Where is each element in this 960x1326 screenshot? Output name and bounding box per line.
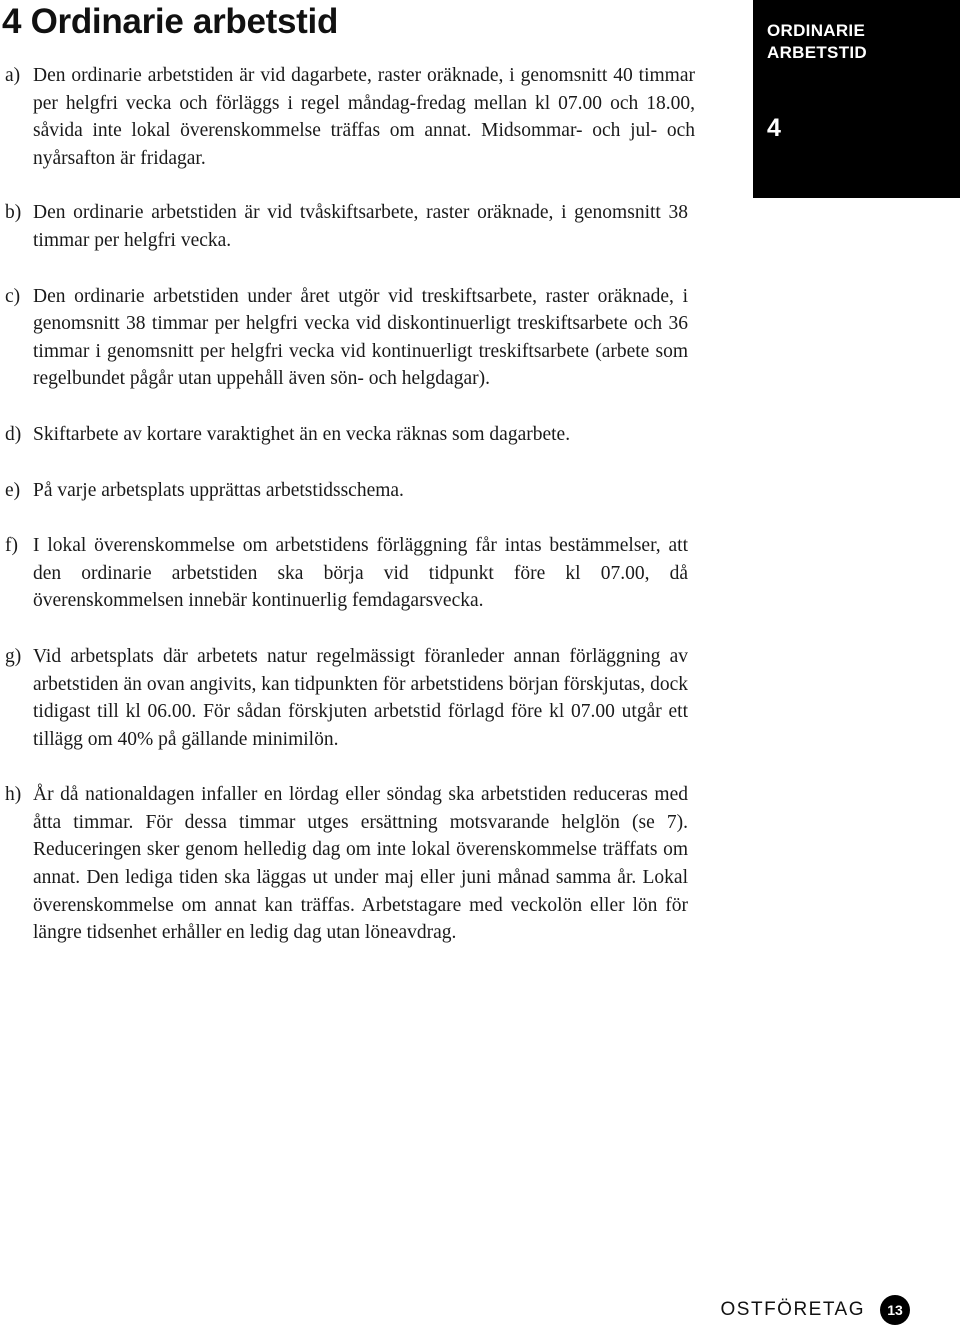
list-item: [5, 781, 688, 947]
list-item-letter: d): [5, 423, 22, 445]
list-item-text: På varje arbetsplats upprättas arbetstidsschema.: [33, 479, 404, 501]
section-tab-number: 4: [767, 114, 781, 142]
list-item-text: I lokal överenskommelse om arbetstidens förläggning får intas bestämmelser, att den ordinarie arbetstiden ska börja vid tidpunkt före kl 07.00, då överenskommelsen innebär kontinuerlig femdagarsvecka.: [33, 535, 688, 612]
list-item: [5, 643, 688, 753]
list-item-letter: g): [5, 645, 22, 667]
list-item-letter: h): [5, 784, 22, 806]
document-body: [5, 62, 695, 947]
section-tab-label: ORDINARIE ARBETSTID: [767, 21, 867, 62]
list-item: [5, 421, 688, 449]
list-item-letter: a): [5, 65, 21, 86]
list-item: [5, 283, 688, 393]
page-title: 4 Ordinarie arbetstid: [2, 2, 339, 41]
list-item-letter: c): [5, 285, 21, 307]
spacer: [5, 615, 688, 643]
spacer: [5, 449, 688, 477]
list-item-text: År då nationaldagen infaller en lördag eller söndag ska arbetstiden reduceras med åtta timmar. För dessa timmar utges ersättning motsvarande helglön (se 7). Reduceringen sker genom helledig dag om inte lokal överenskommelse träffats om annat. Den lediga tiden ska läggas ut under maj eller juni månad samma år. Lokal överenskommelse om annat kan träffas. Arbetstagare med veckolön eller lön för längre tidsenhet erhåller en ledig dag utan löneavdrag.: [33, 784, 688, 944]
list-item-text: Vid arbetsplats där arbetets natur regelmässigt föranleder annan förläggning av arbetstiden än ovan angivits, kan tidpunkten för arbetstidens början förskjutas, dock tidigast till kl 06.00. För sådan förskjuten arbetstid förlagd före kl 07.00 utgår ett tillägg om 40% på gällande minimilön.: [33, 645, 688, 750]
spacer: [5, 753, 688, 781]
spacer: [5, 172, 688, 199]
list-item: [5, 532, 688, 615]
list-item-text: Skiftarbete av kortare varaktighet än en vecka räknas som dagarbete.: [33, 423, 571, 445]
list-item-letter: f): [5, 535, 18, 557]
list-item-text: Den ordinarie arbetstiden är vid tvåskiftsarbete, raster oräknade, i genomsnitt 38 timmar per helgfri vecka.: [33, 202, 688, 251]
spacer: [5, 255, 688, 283]
list-item: [5, 199, 688, 254]
section-tab: [753, 0, 960, 198]
list-item: [5, 477, 688, 505]
spacer: [5, 504, 688, 532]
footer-brand: OSTFÖRETAG: [720, 1299, 865, 1320]
page-number-badge: 13: [880, 1295, 910, 1325]
list-item-letter: e): [5, 479, 21, 501]
spacer: [5, 393, 688, 421]
list-item-text: Den ordinarie arbetstiden under året utgör vid treskiftsarbete, raster oräknade, i genomsnitt 38 timmar per helgfri vecka vid diskontinuerligt treskiftsarbete och 36 timmar i genomsnitt per helgfri vecka vid kontinuerligt treskiftsarbete (arbete som regelbundet pågår utan uppehåll även sön- och helgdagar).: [33, 285, 688, 390]
list-item-letter: b): [5, 202, 22, 224]
list-item: [5, 62, 695, 172]
list-item-text: Den ordinarie arbetstiden är vid dagarbete, raster oräknade, i genomsnitt 40 timmar per helgfri vecka och förläggs i regel måndag-fredag mellan kl 07.00 och 18.00, såvida inte lokal överenskommelse träffas om annat. Midsommar- och jul- och nyårsafton är fridagar.: [33, 65, 695, 169]
